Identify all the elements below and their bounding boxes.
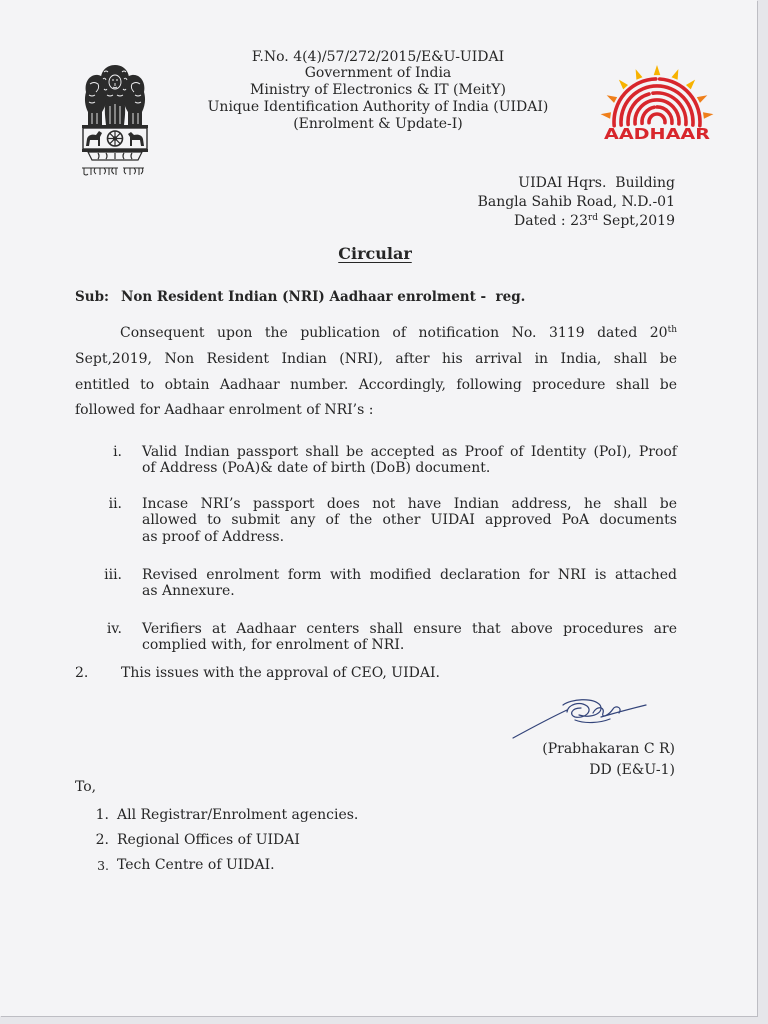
procedure-item	[75, 621, 677, 654]
address-building: UIDAI Hqrs. Building	[518, 174, 675, 191]
distribution-text: Regional Offices of UIDAI	[117, 831, 300, 848]
authority-name: Unique Identification Authority of India (UIDAI)	[207, 98, 549, 115]
subject-label: Sub:	[75, 289, 109, 305]
closing-number: 2.	[75, 664, 89, 681]
distribution-text: Tech Centre of UIDAI.	[117, 856, 275, 873]
date-suffix: Sept,2019	[598, 213, 675, 230]
closing-text: This issues with the approval of CEO, UIDAI.	[121, 664, 440, 681]
intro-line: Sept,2019, Non Resident Indian (NRI), after his arrival in India, shall be	[75, 350, 677, 367]
procedure-line: as Annexure.	[142, 583, 235, 600]
distribution-number: 2.	[95, 831, 109, 848]
date-prefix: Dated : 23	[514, 213, 588, 230]
division-name: (Enrolment & Update-I)	[293, 115, 463, 132]
distribution-number: 3.	[97, 857, 109, 873]
distribution-text: All Registrar/Enrolment agencies.	[117, 806, 359, 823]
procedure-item	[75, 567, 677, 600]
procedure-line: as proof of Address.	[142, 528, 285, 545]
issue-date	[380, 212, 675, 231]
national-emblem-icon	[78, 62, 152, 180]
intro-paragraph	[75, 321, 677, 424]
signatory-name: (Prabhakaran C R)	[542, 740, 675, 757]
motto-lettering	[82, 168, 144, 175]
distribution-item	[85, 828, 485, 853]
procedure-number: ii.	[108, 495, 122, 512]
ministry-name: Ministry of Electronics & IT (MeitY)	[250, 82, 506, 99]
date-ordinal: rd	[587, 213, 598, 224]
procedure-line: of Address (PoA)& date of birth (DoB) document.	[142, 460, 491, 477]
procedure-number: iv.	[106, 620, 122, 637]
letterhead	[178, 49, 578, 133]
procedure-line: Revised enrolment form with modified declaration for NRI is attached	[142, 566, 677, 583]
distribution-item	[85, 853, 485, 878]
distribution-item	[85, 803, 485, 828]
procedure-text	[142, 567, 677, 600]
intro-ordinal: th	[667, 325, 677, 336]
dharma-chakra-icon	[108, 131, 123, 146]
procedure-text	[142, 621, 677, 654]
intro-line	[75, 321, 677, 347]
signatory-designation: DD (E&U-1)	[589, 761, 675, 778]
procedure-line: allowed to submit any of the other UIDAI approved PoA documents	[142, 512, 677, 529]
aadhaar-logo-icon	[598, 62, 718, 146]
subject-text: Non Resident Indian (NRI) Aadhaar enrolment - reg.	[121, 289, 526, 305]
distribution-number: 1.	[95, 806, 109, 823]
procedure-number: i.	[113, 443, 122, 460]
procedure-number: iii.	[104, 566, 122, 583]
office-address	[380, 174, 675, 232]
procedure-line: Valid Indian passport shall be accepted as Proof of Identity (PoI), Proof	[142, 443, 677, 460]
emblem-abacus	[82, 125, 148, 152]
distribution-heading: To,	[75, 778, 97, 795]
handwritten-signature	[505, 695, 650, 743]
government-name: Government of India	[304, 65, 452, 82]
procedure-text	[142, 444, 677, 477]
procedure-line: Incase NRI’s passport does not have Indian address, he shall be	[142, 495, 677, 512]
procedure-line: complied with, for enrolment of NRI.	[142, 637, 405, 654]
intro-line: followed for Aadhaar enrolment of NRI’s :	[75, 402, 374, 419]
procedure-line: Verifiers at Aadhaar centers shall ensure that above procedures are	[142, 620, 677, 637]
procedure-item	[75, 444, 677, 477]
intro-first-line: Consequent upon the publication of notification No. 3119 dated 20	[120, 325, 668, 342]
document-title: Circular	[338, 244, 412, 263]
distribution-list	[85, 803, 485, 878]
procedure-item	[75, 496, 677, 546]
intro-line: entitled to obtain Aadhaar number. Accordingly, following procedure shall be	[75, 376, 677, 393]
emblem-base	[88, 152, 142, 160]
file-number: F.No. 4(4)/57/272/2015/E&U-UIDAI	[251, 48, 505, 65]
address-road: Bangla Sahib Road, N.D.-01	[477, 193, 675, 210]
procedure-text	[142, 496, 677, 546]
signatory-block	[400, 739, 675, 781]
logo-wordmark: AADHAAR	[604, 125, 711, 143]
